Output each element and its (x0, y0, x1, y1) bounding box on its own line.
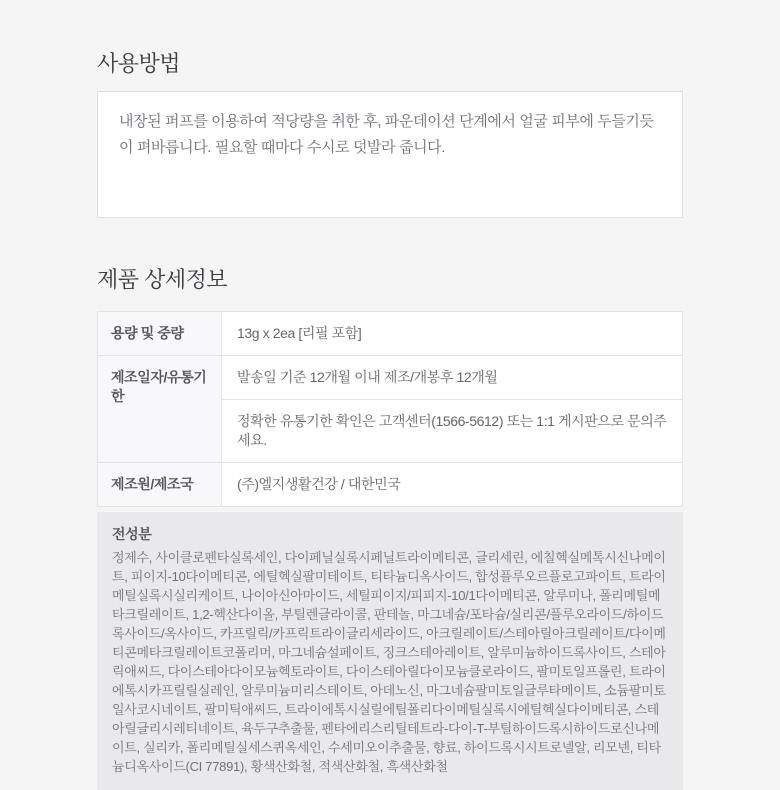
usage-instructions-text: 내장된 퍼프를 이용하여 적당량을 취한 후, 파운데이션 단계에서 얼굴 피부에 두들기듯이 펴바릅니다. 필요할 때마다 수시로 덧발라 줍니다. (119, 113, 654, 156)
usage-instructions-box (97, 91, 683, 218)
detail-label-manufacture-expiry: 제조일자/유통기한 (98, 356, 222, 463)
ingredients-title: 전성분 (112, 526, 152, 542)
ingredients-list-text: 정제수, 사이클로펜타실록세인, 다이페닐실록시페닐트라이메티콘, 글리세린, 에칠헥실메톡시신나메이트, 피이지-10다이메티콘, 에틸헥실팔미테이트, 티타늄디옥사이드, 합성플루오르플로고파이트, 트라이메틸실록시실리케이트, 나이아신아마이드, 세틸피이지/피피지-10/1다이메티콘, 알루미나, 폴리메틸메타크릴레이트, 1,2-헥산다이올, 부틸렌글라이콜, 판테놀, 마그네슘/포타슘/실리콘/플루오라이드/하이드록사이드/옥사이드, 카프릴릭/카프릭트라이글리세라이드, 아크릴레이트/스테아릴아크릴레이트/다이메티콘메타크릴레이트코폴리머, 마그네슘설페이트, 징크스테아레이트, 알루미늄하이드록사이드, 스테아릭애씨드, 다이스테아다이모늄헥토라이트, 다이스테아릴다이모늄클로라이드, 팔미토일프롤린, 트라이에톡시카프릴릴실레인, 알루미늄미리스테이트, 아데노신, 마그네슘팔미토일글루타메이트, 소듐팔미토일사코시네이트, 팔미틱애씨드, 트라이에톡시실릴에틸폴리다이메틸실록시에틸헥실다이메티콘, 스테아릴글리시레티네이트, 육두구추출물, 펜타에리스리틸테트라-다이-T-부틸하이드록시하이드로신나메이트, 실리카, 폴리메틸실세스퀴옥세인, 수세미오이추출물, 향료, 하이드록시시트로넬알, 리모넨, 티타늄디옥사이드(CI 77891), 황색산화철, 적색산화철, 흑색산화철 (112, 550, 666, 774)
detail-value-manufacturer-country: (주)엘지생활건강 / 대한민국 (222, 463, 683, 507)
table-row (98, 356, 683, 400)
detail-label-manufacturer-country: 제조원/제조국 (98, 463, 222, 507)
product-details-table (97, 311, 683, 507)
table-row (98, 463, 683, 507)
product-info-content (97, 0, 683, 790)
detail-value-manufacture-expiry: 발송일 기준 12개월 이내 제조/개봉후 12개월 (222, 356, 683, 400)
table-row (98, 312, 683, 356)
usage-section-title: 사용방법 (97, 51, 181, 76)
product-details-section-title: 제품 상세정보 (97, 267, 228, 292)
detail-label-capacity: 용량 및 중량 (98, 312, 222, 356)
detail-value-expiry-notice: 정확한 유통기한 확인은 고객센터(1566-5612) 또는 1:1 게시판으로 문의주세요. (222, 400, 683, 463)
detail-value-capacity: 13g x 2ea [리필 포함] (222, 312, 683, 356)
ingredients-box (97, 512, 683, 790)
